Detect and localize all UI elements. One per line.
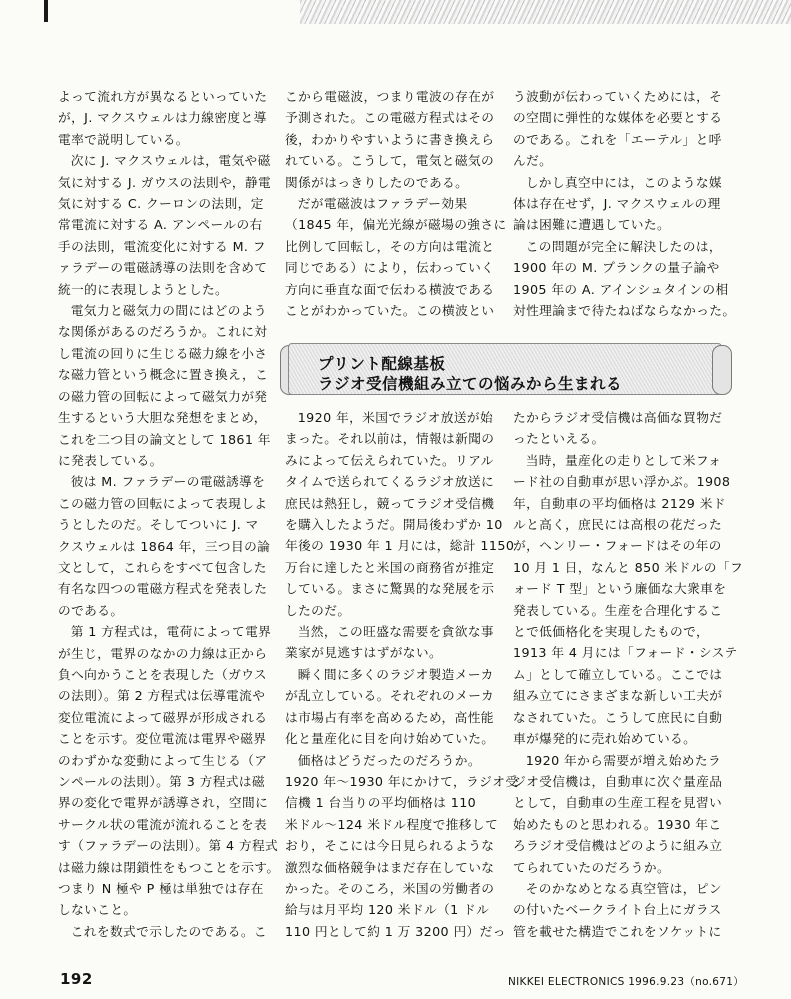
text-line: この問題が完全に解決したのは， — [525, 238, 722, 254]
text-line: 当然，この旺盛な需要を貪欲な事 — [297, 624, 494, 640]
text-line: う波動が伝わっていくためには，そ — [513, 89, 723, 104]
text-line: ム」として確立している。ここでは — [513, 666, 723, 682]
text-line: のわずかな変動によって生じる（ア — [58, 752, 268, 768]
text-line: 1920 年〜1930 年にかけて，ラジオ受 — [285, 773, 519, 789]
text-line: 界の変化で電界が誘導され，空間に — [58, 795, 269, 811]
section-title-line-1: プリント配線基板 — [318, 355, 446, 373]
text-line: 価格はどうだったのだろうか。 — [297, 752, 481, 768]
text-line: おり，そこには今日見られるような — [285, 838, 495, 854]
text-line: てられていたのだろうか。 — [513, 859, 671, 875]
text-line: サークル状の電流が流れることを表 — [58, 816, 268, 832]
text-line: 常電流に対する A. アンペールの右 — [58, 217, 263, 233]
page-number: 192 — [60, 970, 93, 988]
text-line: ード社の自動車が思い浮かぶ。1908 — [513, 474, 731, 490]
page-top-edge — [0, 0, 791, 26]
text-line: 年，自動車の平均価格は 2129 米ド — [513, 495, 726, 511]
text-line: ァラデーの電磁誘導の法則を含めて — [58, 260, 268, 276]
text-line: 予測された。この電磁方程式はその — [285, 110, 495, 126]
text-line: 1920 年，米国でラジオ放送が始 — [297, 410, 494, 425]
text-line: 体は存在せず，J. マクスウェルの理 — [513, 196, 721, 212]
text-line: 関係がはっきりしたのである。 — [285, 174, 469, 190]
text-line: 後，わかりやすいように書き換えら — [285, 131, 495, 147]
text-line: 方向に垂直な面で伝わる横波である — [285, 281, 495, 297]
text-line: の空間に弾性的な媒体を必要とする — [513, 110, 723, 126]
text-line: これを数式で示したのである。こ — [70, 923, 267, 939]
text-line: 1920 年から需要が増え始めたラ — [525, 752, 722, 768]
text-line: は市場占有率を高めるため，高性能 — [285, 709, 494, 725]
text-line: 当時，量産化の走りとして米フォ — [525, 452, 722, 468]
text-column-1 — [58, 86, 280, 942]
text-line: している。まさに驚異的な発展を示 — [285, 581, 495, 597]
text-line: 庶民は熱狂し，競ってラジオ受信機 — [285, 495, 495, 511]
text-line: とで低価格化を実現したもので， — [513, 624, 710, 640]
text-line: れている。こうして，電気と磁気の — [285, 153, 495, 169]
text-line: 生するという大胆な発想をまとめ， — [58, 410, 267, 426]
text-line: 電率で説明している。 — [58, 131, 189, 147]
text-line: ったといえる。 — [513, 431, 605, 447]
text-line: よって流れ方が異なるといっていた — [58, 89, 268, 104]
text-line: 始めたものと思われる。1930 年こ — [513, 816, 722, 832]
text-line: これを二つ目の論文として 1861 年 — [58, 431, 271, 447]
text-line: しないこと。 — [58, 902, 137, 918]
text-line: ンペールの法則）。第 3 方程式は磁 — [58, 774, 266, 789]
text-line: 車が爆発的に売れ始めている。 — [513, 731, 697, 747]
text-line: が生じ，電界のなかの力線は正から — [58, 645, 268, 661]
text-line: タイムで送られてくるラジオ放送に — [285, 474, 495, 490]
text-line: 気に対する J. ガウスの法則や，静電 — [58, 174, 272, 190]
text-line: 有名な四つの電磁方程式を発表した — [58, 581, 268, 597]
text-line: 同じである）により，伝わっていく — [285, 260, 495, 276]
text-line: 文として，これらをすべて包含した — [58, 559, 267, 575]
text-line: 管を載せた構造でこれをソケットに — [513, 923, 722, 939]
text-line: を購入したようだ。開局後わずか 10 — [285, 517, 503, 533]
text-line: す（ファラデーの法則）。第 4 方程式 — [58, 838, 279, 854]
text-line: に発表している。 — [58, 452, 163, 468]
text-line: の付いたベークライト台上にガラス — [513, 902, 722, 918]
text-line: みによって伝えられていた。リアル — [285, 452, 494, 468]
text-line: 負へ向かうことを表現した（ガウス — [58, 666, 268, 682]
text-line: だが電磁波はファラデー効果 — [297, 196, 468, 212]
text-line: 激烈な価格競争はまだ存在していな — [285, 859, 495, 875]
margin-mark — [44, 0, 48, 22]
text-line: が，J. マクスウェルは力線密度と導 — [58, 110, 267, 126]
header-texture — [300, 0, 791, 24]
text-line: ことを示す。変位電流は電界や磁界 — [58, 731, 267, 747]
text-line: 電気力と磁気力の間にはどのよう — [70, 303, 267, 319]
text-line: 論は困難に遭遇していた。 — [513, 217, 671, 233]
text-line: な磁力管という概念に置き換え，こ — [58, 367, 269, 383]
text-line: たからラジオ受信機は高価な買物だ — [513, 410, 723, 425]
text-line: まった。それ以前は，情報は新聞の — [285, 431, 495, 447]
text-line: な関係があるのだろうか。これに対 — [58, 324, 268, 340]
text-line: 瞬く間に多くのラジオ製造メーカ — [297, 666, 494, 682]
text-column-3 — [513, 86, 736, 321]
text-line: 第 1 方程式は，電荷によって電界 — [70, 624, 272, 640]
text-line: 業家が見逃すはずがない。 — [285, 645, 443, 661]
text-line: しかし真空中には，このような媒 — [525, 174, 722, 190]
text-line: のである。 — [58, 602, 124, 618]
text-line: クスウェルは 1864 年，三つ目の論 — [58, 538, 271, 554]
text-line: し電流の回りに生じる磁力線を小さ — [58, 345, 268, 361]
text-line: なされていた。こうして庶民に自動 — [513, 709, 723, 725]
publication-info: NIKKEI ELECTRONICS 1996.9.23（no.671） — [508, 976, 745, 988]
text-line: かった。そのころ，米国の労働者の — [285, 880, 495, 896]
text-line: 化と量産化に目を向け始めていた。 — [285, 731, 495, 747]
text-line: は磁力線は閉鎖性をもつことを示す。 — [58, 859, 280, 875]
text-line: 手の法則，電流変化に対する M. フ — [58, 238, 266, 254]
text-line: 比例して回転し，その方向は電流と — [285, 238, 495, 254]
text-line: 統一的に表現しようとした。 — [58, 281, 229, 297]
text-line: ルと高く，庶民には高根の花だった — [513, 517, 723, 533]
text-line: の磁力管の回転によって磁気力が発 — [58, 388, 268, 404]
text-line: ジオ受信機は，自動車に次ぐ量産品 — [513, 773, 723, 789]
text-line: 米ドル〜124 米ドル程度で推移して — [285, 816, 499, 832]
text-line: 彼は M. ファラデーの電磁誘導を — [70, 474, 266, 490]
section-title-line-2: ラジオ受信機組み立ての悩みから生まれる — [318, 375, 623, 393]
text-line: ろラジオ受信機はどのように組み立 — [513, 838, 723, 854]
text-line: 組み立てにさまざまな新しい工夫が — [513, 688, 723, 704]
banner-scroll-right — [712, 345, 732, 395]
text-line: 変位電流によって磁界が形成される — [58, 709, 268, 725]
text-line: 1913 年 4 月には「フォード・システ — [513, 645, 738, 661]
text-line: 気に対する C. クーロンの法則，定 — [58, 196, 264, 212]
text-line: が乱立している。それぞれのメーカ — [285, 688, 495, 704]
text-line: 対性理論まで待たねばならなかった。 — [513, 303, 736, 319]
text-line: 発表している。生産を合理化するこ — [513, 602, 723, 618]
text-line: そのかなめとなる真空管は，ピン — [525, 880, 722, 896]
text-line: として，自動車の生産工程を見習い — [513, 795, 723, 811]
text-column-2 — [285, 86, 507, 321]
text-line: の法則）。第 2 方程式は伝導電流や — [58, 688, 266, 704]
text-line: （1845 年，偏光光線が磁場の強さに — [285, 217, 507, 233]
text-line: 1900 年の M. プランクの量子論や — [513, 260, 720, 276]
text-column-4 — [285, 407, 519, 942]
text-line: 10 月 1 日，なんと 850 米ドルの「フ — [513, 559, 744, 575]
text-line: つまり N 極や P 極は単独では存在 — [58, 881, 264, 897]
text-line: ことがわかっていた。この横波とい — [285, 303, 495, 319]
text-line: こから電磁波，つまり電波の存在が — [285, 89, 495, 104]
text-line: 年後の 1930 年 1 月には，総計 1150 — [285, 538, 515, 554]
text-line: のである。これを「エーテル」と呼 — [513, 131, 722, 147]
text-line: 110 円として約 1 万 3200 円）だっ — [285, 923, 506, 939]
text-column-5 — [513, 407, 744, 942]
text-line: うとしたのだ。そしてついに J. マ — [58, 517, 259, 533]
text-line: 万台に達したと米国の商務省が推定 — [285, 559, 495, 575]
text-line: 次に J. マクスウェルは，電気や磁 — [70, 153, 271, 169]
text-line: したのだ。 — [285, 602, 351, 618]
text-line: 信機 1 台当りの平均価格は 110 — [285, 795, 477, 811]
text-line: んだ。 — [513, 153, 553, 169]
text-line: この磁力管の回転によって表現しよ — [58, 495, 268, 511]
text-line: 1905 年の A. アインシュタインの相 — [513, 281, 729, 297]
text-line: 給与は月平均 120 米ドル（1 ドル — [285, 902, 490, 918]
text-line: が，ヘンリー・フォードはその年の — [513, 538, 722, 554]
text-line: ォード T 型」という廉価な大衆車を — [513, 581, 727, 597]
